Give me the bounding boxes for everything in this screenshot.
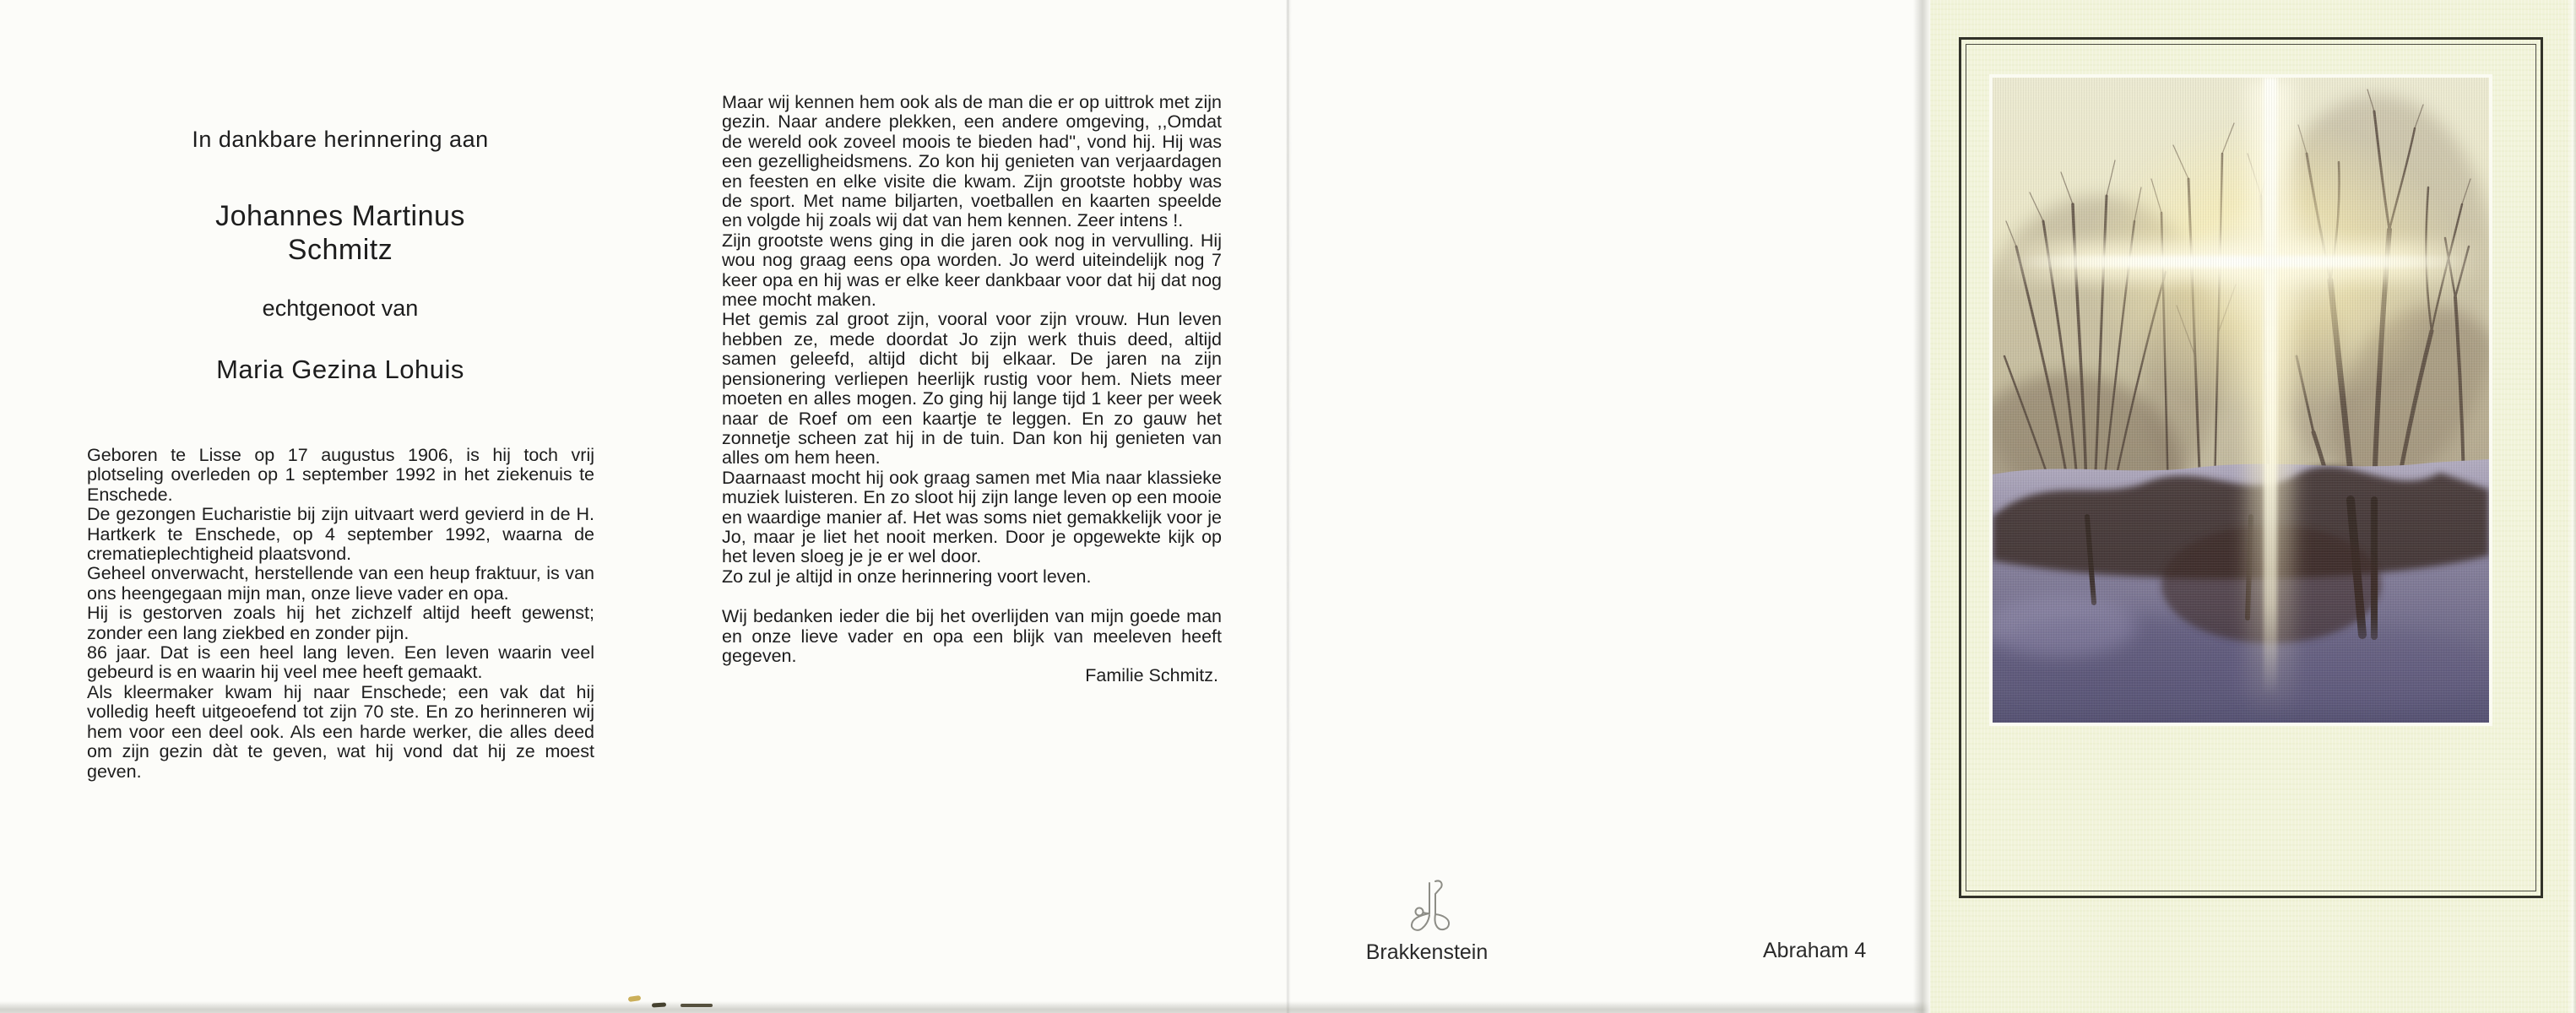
- cross-of-light-in-winter-trees: [1989, 74, 2492, 726]
- front-cover: [1930, 0, 2576, 1013]
- scan-bottom-shadow: [0, 1001, 1930, 1013]
- middle-page: [722, 93, 1222, 686]
- biography-paragraph: Geheel onverwacht, herstellende van een heup fraktuur, is van ons heengegaan mijn man, onze lieve vader en opa.: [87, 563, 594, 604]
- deceased-name-line1: Johannes Martinus: [215, 200, 465, 232]
- intro-line: In dankbare herinnering aan: [192, 127, 489, 152]
- brakkenstein-monogram-icon: [1396, 878, 1458, 934]
- biography-paragraph: Als kleermaker kwam hij naar Enschede; een vak dat hij volledig heeft uitgeoefend tot zijn 70 ste. En zo herinneren wij hem voor een deel ook. Als een harde werker, die alles deed om zijn gezin dàt te geven, wat hij vond dat hij ze moest geven.: [87, 681, 594, 782]
- biography-text: [87, 446, 594, 782]
- page-fold-line: [1286, 0, 1292, 1013]
- cover-right-edge: [2568, 0, 2576, 1013]
- publisher-name: Brakkenstein: [1365, 940, 1489, 964]
- cross-horizontal-beam-core: [2013, 256, 2470, 268]
- memorial-paragraph: Zo zul je altijd in onze herinnering voort leven.: [722, 566, 1092, 587]
- page-edge-shadow: [1913, 0, 1930, 1013]
- memorial-paragraph: Het gemis zal groot zijn, vooral voor zijn vrouw. Hun leven hebben ze, mede doordat Jo zijn werk thuis deed, altijd samen geleefd, altijd dicht bij elkaar. De jaren na zijn pensionering verliepen heerlijk rustig voor hem. Niets meer moeten en alles mogen. Zo ging hij lange tijd 1 keer per week naar de Roef om een kaartje te leggen. En zo gauw het zonnetje scheen zat hij in de tuin. Dan kon hij genieten van alles om hem heen.: [722, 309, 1222, 469]
- memorial-paragraph: Zijn grootste wens ging in die jaren ook nog in vervulling. Hij wou nog graag eens opa worden. Jo werd uiteindelijk nog 7 keer opa en hij was er elke keer dankbaar voor dat hij dat nog mee mocht maken.: [722, 230, 1222, 311]
- biography-paragraph: De gezongen Eucharistie bij zijn uitvaart werd gevierd in de H. Hartkerk te Enschede, op 4 september 1992, waarna de crematieplechtigheid plaatsvond.: [87, 504, 594, 565]
- deceased-name-line2: Schmitz: [287, 234, 393, 266]
- deceased-name: [72, 199, 609, 267]
- biography-paragraph: 86 jaar. Dat is een heel lang leven. Een leven waarin veel gebeurd is en waarin hij veel mee heeft gemaakt.: [87, 642, 594, 683]
- publisher-block: [1317, 878, 1537, 965]
- relation-line: echtgenoot van: [262, 295, 419, 321]
- memorial-paragraph: Maar wij kennen hem ook als de man die er op uittrok met zijn gezin. Naar andere plekken, een andere omgeving, ,,Omdat de wereld ook zoveel moois te bieden had'', vond hij. Hij was een gezelligheidsmens. Zo kon hij genieten van verjaardagen en feesten en elke visite die kwam. Zijn grootste hobby was de sport. Met name biljarten, voetballen en kaarten speelde en volgde hij zoals wij dat van hem kennen. Zeer intens !.: [722, 92, 1222, 231]
- biography-paragraph: Geboren te Lisse op 17 augustus 1906, is hij toch vrij plotseling overleden op 1 september 1992 in het ziekenuis te Enschede.: [87, 445, 594, 505]
- scan-smudge: [681, 1004, 713, 1007]
- spouse-name: Maria Gezina Lohuis: [216, 355, 464, 384]
- family-signature: Familie Schmitz.: [1085, 665, 1218, 686]
- cross-vertical-beam-core: [2264, 78, 2277, 696]
- series-name: Abraham 4: [1763, 939, 1867, 962]
- left-page-header: [72, 0, 609, 397]
- memorial-paragraph: Daarnaast mocht hij ook graag samen met Mia naar klassieke muziek luisteren. En zo sloot hij zijn lange leven op een mooie en waardige manier af. Het was soms niet gemakkelijk voor je Jo, maar je liet het nooit merken. Door je opgewekte kijk op het leven sloeg je je er wel door.: [722, 467, 1222, 567]
- thanks-paragraph: Wij bedanken ieder die bij het overlijden van mijn goede man en onze lieve vader en opa een blijk van meeleven heeft gegeven.: [722, 606, 1222, 666]
- biography-paragraph: Hij is gestorven zoals hij het zichzelf altijd heeft gewenst; zonder een lang ziekbed en zonder pijn.: [87, 603, 594, 643]
